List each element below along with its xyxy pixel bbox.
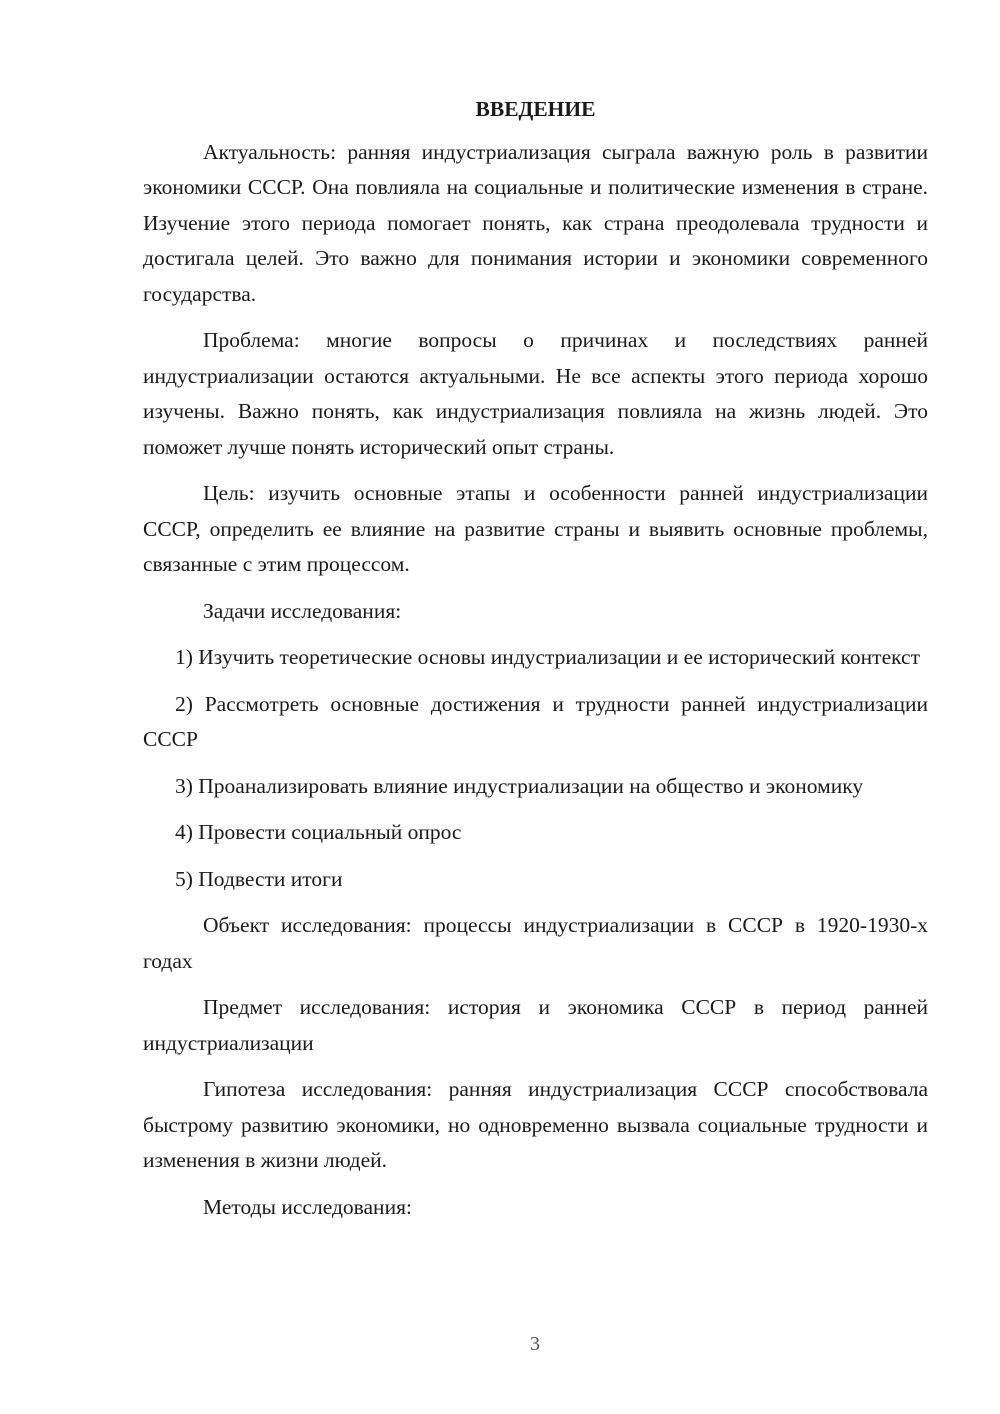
paragraph-object: Объект исследования: процессы индустриализации в СССР в 1920-1930-х годах — [143, 913, 928, 973]
paragraph-relevance: Актуальность: ранняя индустриализация сыграла важную роль в развитии экономики СССР. Она повлияла на социальные и политические изменения в стране. Изучение этого периода помогает понять, как страна преодолевала трудности и достигала целей. Это важно для понимания истории и экономики современного государства. — [143, 139, 928, 306]
task-item-4: 4) Провести социальный опрос — [175, 820, 462, 844]
paragraph-methods: Методы исследования: — [203, 1194, 412, 1219]
paragraph-hypothesis: Гипотеза исследования: ранняя индустриализация СССР способствовала быстрому развитию экономики, но одновременно вызвала социальные трудности и изменения в жизни людей. — [143, 1077, 928, 1172]
page-title: ВВЕДЕНИЕ — [475, 97, 596, 121]
task-item-1: 1) Изучить теоретические основы индустриализации и ее исторический контекст — [175, 645, 920, 669]
paragraph-problem: Проблема: многие вопросы о причинах и последствиях ранней индустриализации остаются актуальными. Не все аспекты этого периода хорошо изучены. Важно понять, как индустриализация повлияла на жизнь людей. Это поможет лучше понять исторический опыт страны. — [143, 328, 928, 459]
task-item-2: 2) Рассмотреть основные достижения и трудности ранней индустриализации СССР — [143, 691, 928, 751]
document-page — [143, 92, 928, 1236]
paragraph-subject: Предмет исследования: история и экономика СССР в период ранней индустриализации — [143, 995, 928, 1055]
tasks-heading: Задачи исследования: — [203, 598, 402, 623]
task-item-3: 3) Проанализировать влияние индустриализации на общество и экономику — [175, 773, 864, 798]
page-number: 3 — [530, 1333, 540, 1355]
paragraph-goal: Цель: изучить основные этапы и особенности ранней индустриализации СССР, определить ее влияние на развитие страны и выявить основные проблемы, связанные с этим процессом. — [143, 481, 928, 576]
task-item-5: 5) Подвести итоги — [175, 866, 343, 891]
